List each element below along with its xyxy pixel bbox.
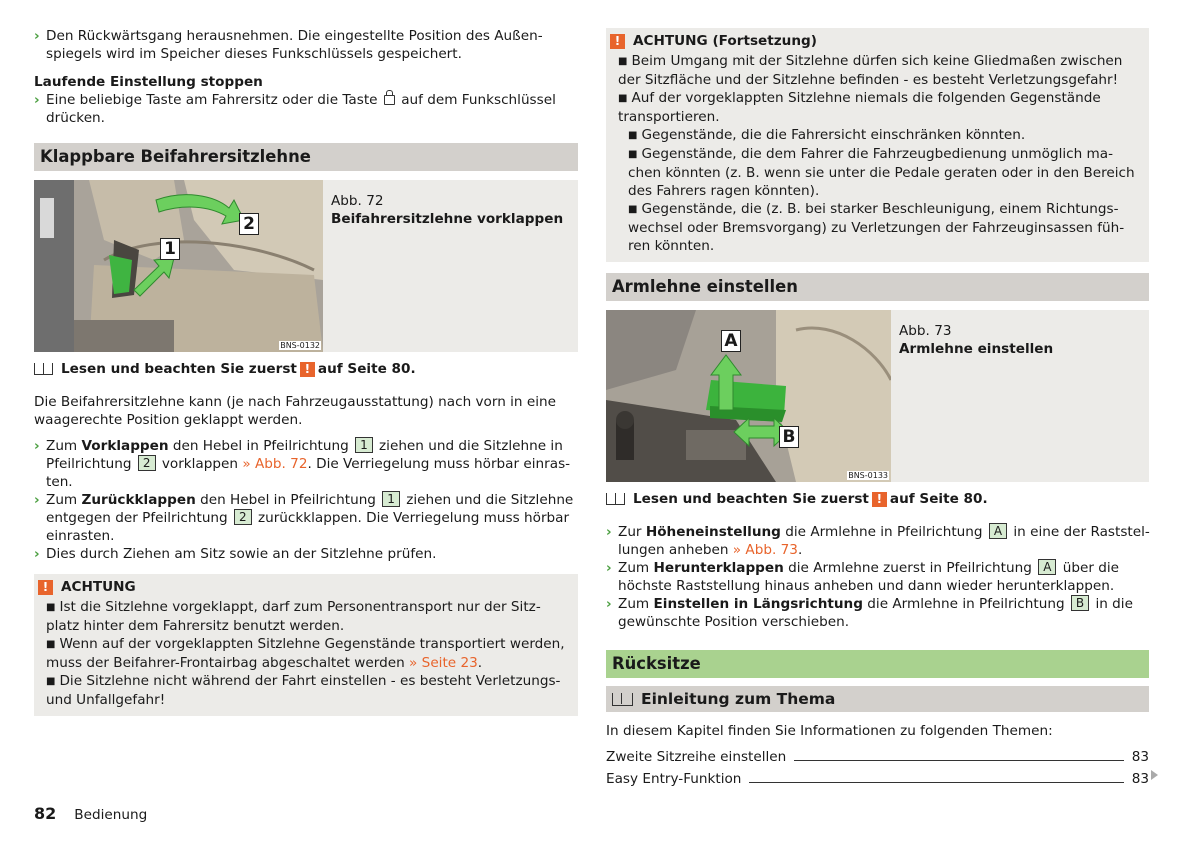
key-label-b: B [1071, 595, 1089, 611]
book-icon [606, 493, 625, 505]
arrow-right-icon: › [34, 438, 40, 454]
intro-title: Einleitung zum Thema [606, 686, 1149, 712]
warning-subitem: ■ Gegenstände, die (z. B. bei starker Beschleunigung, einem Richtungswechsel oder Bremsvorgang) zu Verletzungen der Fahrzeuginsassen führen könnten. [628, 201, 1125, 254]
warning-box [34, 574, 578, 716]
key-label-a: A [1038, 559, 1056, 575]
figure-72-image [34, 180, 323, 352]
warning-subitem: ■ Gegenstände, die die Fahrersicht einschränken könnten. [628, 127, 1026, 143]
lock-icon [384, 95, 395, 105]
next-page-arrow-icon [1151, 770, 1158, 780]
figure-label-b: B [779, 426, 799, 448]
instruction-laengsrichtung: › Zum Einstellen in Längsrichtung die Armlehne in Pfeilrichtung B in die gewünschte Position verschieben. [606, 596, 1133, 630]
table-of-contents [606, 744, 1149, 788]
figure-label-a: A [721, 330, 741, 352]
warning-icon: ! [300, 362, 315, 377]
read-first-note: Lesen und beachten Sie zuerst ! auf Seite 80. [34, 360, 416, 378]
book-icon [34, 363, 53, 375]
toc-item[interactable]: Zweite Sitzreihe einstellen 83 [606, 749, 1149, 765]
figure-72 [34, 180, 578, 352]
arrow-right-icon: › [34, 546, 40, 562]
stop-bullet: › Eine beliebige Taste am Fahrersitz oder die Taste auf dem Funkschlüssel drücken. [34, 92, 556, 126]
section-title: Klappbare Beifahrersitzlehne [34, 143, 578, 171]
figure-73 [606, 310, 1149, 482]
figure-label-2: 2 [239, 213, 259, 235]
warning-subitem: ■ Gegenstände, die dem Fahrer die Fahrzeugbedienung unmöglich machen könnten (z. B. wenn sie unter die Pedale geraten oder in den Bereich des Fahrers ragen könnten). [628, 146, 1135, 199]
stop-heading: Laufende Einstellung stoppen [34, 74, 263, 90]
key-label-1: 1 [382, 491, 400, 507]
section-title: Armlehne einstellen [606, 273, 1149, 301]
warning-item: ■ Die Sitzlehne nicht während der Fahrt einstellen - es besteht Verletzungs- und Unfallgefahr! [46, 673, 561, 708]
warning-icon: ! [610, 34, 625, 49]
figure-link[interactable]: » Abb. 72 [242, 456, 308, 472]
key-label-2: 2 [138, 455, 156, 471]
seat-illustration [34, 180, 323, 352]
book-icon [612, 693, 633, 706]
paragraph: Die Beifahrersitzlehne kann (je nach Fahrzeugausstattung) nach vorn in eine waagerechte Position geklappt werden. [34, 394, 556, 428]
page-link[interactable]: » Seite 23 [409, 655, 478, 671]
key-label-2: 2 [234, 509, 252, 525]
arrow-right-icon: › [34, 92, 40, 108]
figure-code: BNS-0132 [280, 341, 320, 350]
warning-title: ! ACHTUNG [38, 578, 568, 596]
intro-text: In diesem Kapitel finden Sie Informationen zu folgenden Themen: [606, 723, 1053, 739]
warning-item: ■ Ist die Sitzlehne vorgeklappt, darf zum Personentransport nur der Sitzplatz hinter dem Fahrersitz benutzt werden. [46, 599, 541, 634]
instruction-hoehe: › Zur Höheneinstellung die Armlehne in Pfeilrichtung A in eine der Raststellungen anheben » Abb. 73. [606, 524, 1150, 558]
figure-label-1: 1 [160, 238, 180, 260]
toc-item[interactable]: Easy Entry-Funktion 83 [606, 771, 1149, 787]
figure-caption [891, 310, 1061, 482]
figure-code: BNS-0133 [848, 471, 888, 480]
chapter-title: Rücksitze [606, 650, 1149, 678]
figure-link[interactable]: » Abb. 73 [732, 542, 798, 558]
intro-bullet: › Den Rückwärtsgang herausnehmen. Die eingestellte Position des Außenspiegels wird im Speicher dieses Funkschlüssels gespeichert. [34, 28, 543, 62]
figure-number: Abb. 72 [331, 193, 384, 209]
armrest-illustration [606, 310, 891, 482]
instruction-vorklappen: › Zum Vorklappen den Hebel in Pfeilrichtung 1 ziehen und die Sitzlehne in Pfeilrichtung 2 vorklappen » Abb. 72. Die Verriegelung muss hörbar einrasten. [34, 438, 571, 490]
warning-box-continued [606, 28, 1149, 262]
warning-icon: ! [38, 580, 53, 595]
arrow-right-icon: › [34, 28, 40, 44]
warning-item: ■ Beim Umgang mit der Sitzlehne dürfen sich keine Gliedmaßen zwischen der Sitzfläche und der Sitzlehne befinden - es besteht Verletzungsgefahr! [618, 53, 1123, 88]
warning-item: ■ Wenn auf der vorgeklappten Sitzlehne Gegenstände transportiert werden, muss der Beifahrer-Frontairbag abgeschaltet werden » Seite 23. [46, 636, 565, 671]
footer-section: Bedienung [74, 807, 148, 823]
page-number: 82 [34, 804, 57, 823]
warning-icon: ! [872, 492, 887, 507]
key-label-a: A [989, 523, 1007, 539]
figure-73-image [606, 310, 891, 482]
instruction-zurueckklappen: › Zum Zurückklappen den Hebel in Pfeilrichtung 1 ziehen und die Sitzlehne entgegen der Pfeilrichtung 2 zurückklappen. Die Verriegelung muss hörbar einrasten. [34, 492, 574, 544]
figure-number: Abb. 73 [899, 323, 952, 339]
arrow-right-icon: › [606, 596, 612, 612]
arrow-right-icon: › [34, 492, 40, 508]
page-footer [34, 805, 147, 824]
arrow-right-icon: › [606, 560, 612, 576]
warning-title: ! ACHTUNG (Fortsetzung) [610, 32, 1139, 50]
figure-caption [323, 180, 571, 352]
instruction-check: › Dies durch Ziehen am Sitz sowie an der Sitzlehne prüfen. [34, 546, 437, 562]
figure-title: Armlehne einstellen [899, 341, 1054, 357]
arrow-right-icon: › [606, 524, 612, 540]
instruction-herunterklappen: › Zum Herunterklappen die Armlehne zuerst in Pfeilrichtung A über die höchste Raststellung hinaus anheben und dann wieder herunterklappen. [606, 560, 1120, 594]
key-label-1: 1 [355, 437, 373, 453]
read-first-note: Lesen und beachten Sie zuerst ! auf Seite 80. [606, 490, 988, 508]
figure-title: Beifahrersitzlehne vorklappen [331, 211, 564, 227]
warning-item: ■ Auf der vorgeklappten Sitzlehne niemals die folgenden Gegenstände transportieren. [618, 90, 1101, 125]
